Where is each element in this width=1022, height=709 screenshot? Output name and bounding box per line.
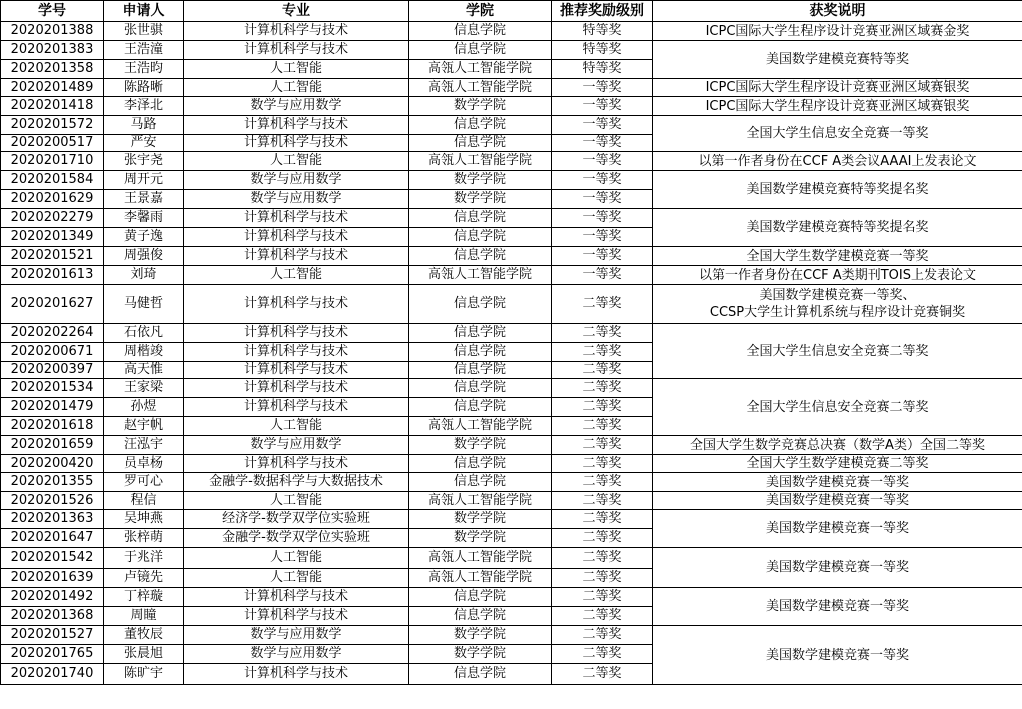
applicant-name-cell: 周强俊 xyxy=(104,247,184,266)
award-description-cell xyxy=(653,152,1022,171)
award-level-cell: 二等奖 xyxy=(552,510,653,529)
college-cell: 数学学院 xyxy=(409,510,552,529)
applicant-name-cell: 罗可心 xyxy=(104,473,184,492)
award-description-cell xyxy=(653,492,1022,510)
award-description-line: 美国数学建模竞赛特等奖提名奖 xyxy=(746,182,929,197)
award-description-line: CCSP大学生计算机系统与程序设计竞赛铜奖 xyxy=(709,305,966,320)
award-level-cell: 一等奖 xyxy=(552,152,653,171)
college-cell: 高瓴人工智能学院 xyxy=(409,492,552,510)
header-row xyxy=(1,1,1022,22)
table-row xyxy=(1,588,1022,607)
college-cell: 信息学院 xyxy=(409,455,552,473)
award-description-line: ICPC国际大学生程序设计竞赛亚洲区域赛银奖 xyxy=(705,80,970,95)
student-id-cell: 2020201479 xyxy=(1,398,104,417)
college-cell: 信息学院 xyxy=(409,398,552,417)
award-description-cell xyxy=(653,285,1022,324)
major-cell: 数学与应用数学 xyxy=(184,190,409,209)
major-cell: 计算机科学与技术 xyxy=(184,135,409,152)
award-level-cell: 二等奖 xyxy=(552,436,653,455)
student-id-cell: 2020200397 xyxy=(1,362,104,379)
major-cell: 计算机科学与技术 xyxy=(184,398,409,417)
major-cell: 计算机科学与技术 xyxy=(184,343,409,362)
award-level-cell: 二等奖 xyxy=(552,548,653,569)
applicant-name-cell: 卢镜先 xyxy=(104,569,184,588)
table-row xyxy=(1,247,1022,266)
major-cell: 计算机科学与技术 xyxy=(184,362,409,379)
major-cell: 人工智能 xyxy=(184,569,409,588)
college-cell: 高瓴人工智能学院 xyxy=(409,266,552,285)
applicant-name-cell: 赵宇帆 xyxy=(104,417,184,436)
award-level-cell: 二等奖 xyxy=(552,417,653,436)
college-cell: 数学学院 xyxy=(409,645,552,664)
award-description-cell xyxy=(653,41,1022,79)
award-description-line: 美国数学建模竞赛一等奖 xyxy=(765,521,909,536)
student-id-cell: 2020201710 xyxy=(1,152,104,171)
applicant-name-cell: 张宇尧 xyxy=(104,152,184,171)
college-cell: 信息学院 xyxy=(409,588,552,607)
college-cell: 信息学院 xyxy=(409,379,552,398)
award-level-cell: 一等奖 xyxy=(552,209,653,228)
table-row xyxy=(1,379,1022,398)
award-level-cell: 一等奖 xyxy=(552,135,653,152)
award-description-cell xyxy=(653,324,1022,379)
table-body xyxy=(1,22,1022,685)
student-id-cell: 2020201647 xyxy=(1,529,104,548)
award-description-line: 美国数学建模竞赛一等奖 xyxy=(765,474,909,490)
applicant-name-cell: 马路 xyxy=(104,116,184,135)
applicant-name-cell: 刘琦 xyxy=(104,266,184,285)
award-description-cell xyxy=(653,379,1022,436)
applicant-name-cell: 孙煜 xyxy=(104,398,184,417)
header-applicant: 申请人 xyxy=(104,1,184,22)
table-row xyxy=(1,473,1022,492)
college-cell: 信息学院 xyxy=(409,285,552,324)
student-id-cell: 2020201765 xyxy=(1,645,104,664)
major-cell: 数学与应用数学 xyxy=(184,171,409,190)
student-id-cell: 2020201492 xyxy=(1,588,104,607)
table-row xyxy=(1,171,1022,190)
award-level-cell: 二等奖 xyxy=(552,607,653,626)
award-level-cell: 二等奖 xyxy=(552,362,653,379)
major-cell: 计算机科学与技术 xyxy=(184,41,409,60)
student-id-cell: 2020201740 xyxy=(1,664,104,685)
award-description-line: ICPC国际大学生程序设计竞赛亚洲区域赛金奖 xyxy=(705,23,970,39)
college-cell: 高瓴人工智能学院 xyxy=(409,569,552,588)
award-description-cell xyxy=(653,626,1022,685)
award-level-cell: 二等奖 xyxy=(552,379,653,398)
award-level-cell: 一等奖 xyxy=(552,97,653,116)
applicant-name-cell: 王家梁 xyxy=(104,379,184,398)
award-description-cell xyxy=(653,97,1022,116)
applicant-name-cell: 李泽北 xyxy=(104,97,184,116)
header-award-level: 推荐奖励级别 xyxy=(552,1,653,22)
major-cell: 计算机科学与技术 xyxy=(184,22,409,41)
table-row xyxy=(1,41,1022,60)
applicant-name-cell: 于兆洋 xyxy=(104,548,184,569)
student-id-cell: 2020201526 xyxy=(1,492,104,510)
major-cell: 计算机科学与技术 xyxy=(184,228,409,247)
applicant-name-cell: 员卓杨 xyxy=(104,455,184,473)
award-level-cell: 二等奖 xyxy=(552,664,653,685)
award-level-cell: 二等奖 xyxy=(552,626,653,645)
student-id-cell: 2020201572 xyxy=(1,116,104,135)
college-cell: 高瓴人工智能学院 xyxy=(409,417,552,436)
table-row xyxy=(1,116,1022,135)
applicant-name-cell: 吴坤燕 xyxy=(104,510,184,529)
college-cell: 数学学院 xyxy=(409,190,552,209)
award-description-line: ICPC国际大学生程序设计竞赛亚洲区域赛银奖 xyxy=(705,98,970,114)
award-description-line: 美国数学建模竞赛一等奖 xyxy=(765,599,909,614)
student-id-cell: 2020201659 xyxy=(1,436,104,455)
award-level-cell: 二等奖 xyxy=(552,343,653,362)
college-cell: 信息学院 xyxy=(409,247,552,266)
award-level-cell: 一等奖 xyxy=(552,171,653,190)
award-description-line: 全国大学生数学竞赛总决赛（数学A类）全国二等奖 xyxy=(690,437,985,453)
major-cell: 人工智能 xyxy=(184,60,409,79)
award-level-cell: 二等奖 xyxy=(552,588,653,607)
major-cell: 计算机科学与技术 xyxy=(184,116,409,135)
applicant-name-cell: 汪泓宇 xyxy=(104,436,184,455)
major-cell: 人工智能 xyxy=(184,417,409,436)
award-description-cell xyxy=(653,116,1022,152)
award-level-cell: 一等奖 xyxy=(552,79,653,97)
award-level-cell: 二等奖 xyxy=(552,492,653,510)
award-level-cell: 一等奖 xyxy=(552,228,653,247)
award-level-cell: 一等奖 xyxy=(552,266,653,285)
applicant-name-cell: 陈路晰 xyxy=(104,79,184,97)
student-id-cell: 2020201383 xyxy=(1,41,104,60)
applicant-name-cell: 陈旷宇 xyxy=(104,664,184,685)
student-id-cell: 2020200671 xyxy=(1,343,104,362)
award-description-line: 以第一作者身份在CCF A类会议AAAI上发表论文 xyxy=(698,153,977,169)
major-cell: 数学与应用数学 xyxy=(184,436,409,455)
student-id-cell: 2020201527 xyxy=(1,626,104,645)
major-cell: 数学与应用数学 xyxy=(184,626,409,645)
student-id-cell: 2020201534 xyxy=(1,379,104,398)
award-level-cell: 一等奖 xyxy=(552,190,653,209)
header-college: 学院 xyxy=(409,1,552,22)
college-cell: 高瓴人工智能学院 xyxy=(409,79,552,97)
student-id-cell: 2020201613 xyxy=(1,266,104,285)
table-row xyxy=(1,436,1022,455)
award-level-cell: 二等奖 xyxy=(552,645,653,664)
award-description-cell xyxy=(653,266,1022,285)
award-description-line: 全国大学生信息安全竞赛二等奖 xyxy=(746,399,929,415)
major-cell: 计算机科学与技术 xyxy=(184,324,409,343)
student-id-cell: 2020201363 xyxy=(1,510,104,529)
award-level-cell: 特等奖 xyxy=(552,41,653,60)
student-id-cell: 2020201584 xyxy=(1,171,104,190)
award-level-cell: 二等奖 xyxy=(552,285,653,324)
applicant-name-cell: 张梓萌 xyxy=(104,529,184,548)
award-description-line: 美国数学建模竞赛特等奖提名奖 xyxy=(746,220,929,235)
applicant-name-cell: 张晨旭 xyxy=(104,645,184,664)
award-description-cell xyxy=(653,171,1022,209)
student-id-cell: 2020201627 xyxy=(1,285,104,324)
award-level-cell: 二等奖 xyxy=(552,569,653,588)
major-cell: 计算机科学与技术 xyxy=(184,588,409,607)
applicant-name-cell: 程信 xyxy=(104,492,184,510)
applicant-name-cell: 王浩潼 xyxy=(104,41,184,60)
applicant-name-cell: 黄子逸 xyxy=(104,228,184,247)
award-description-cell xyxy=(653,22,1022,41)
major-cell: 人工智能 xyxy=(184,79,409,97)
college-cell: 信息学院 xyxy=(409,22,552,41)
student-id-cell: 2020201639 xyxy=(1,569,104,588)
student-id-cell: 2020201368 xyxy=(1,607,104,626)
award-description-cell xyxy=(653,79,1022,97)
student-id-cell: 2020202279 xyxy=(1,209,104,228)
college-cell: 信息学院 xyxy=(409,209,552,228)
table-row xyxy=(1,97,1022,116)
major-cell: 数学与应用数学 xyxy=(184,97,409,116)
college-cell: 信息学院 xyxy=(409,607,552,626)
major-cell: 人工智能 xyxy=(184,548,409,569)
award-description-line: 全国大学生信息安全竞赛一等奖 xyxy=(746,126,929,141)
award-description-line: 全国大学生数学建模竞赛一等奖 xyxy=(746,248,929,264)
award-level-cell: 特等奖 xyxy=(552,22,653,41)
major-cell: 人工智能 xyxy=(184,266,409,285)
student-id-cell: 2020200420 xyxy=(1,455,104,473)
major-cell: 金融学-数学双学位实验班 xyxy=(184,529,409,548)
award-description-line: 美国数学建模竞赛一等奖 xyxy=(765,493,909,508)
table-row xyxy=(1,79,1022,97)
applicant-name-cell: 周开元 xyxy=(104,171,184,190)
award-description-line: 美国数学建模竞赛一等奖 xyxy=(765,647,909,663)
college-cell: 信息学院 xyxy=(409,343,552,362)
student-id-cell: 2020201358 xyxy=(1,60,104,79)
applicant-name-cell: 王浩昀 xyxy=(104,60,184,79)
college-cell: 数学学院 xyxy=(409,171,552,190)
major-cell: 人工智能 xyxy=(184,152,409,171)
major-cell: 金融学-数据科学与大数据技术 xyxy=(184,473,409,492)
major-cell: 计算机科学与技术 xyxy=(184,379,409,398)
college-cell: 信息学院 xyxy=(409,362,552,379)
college-cell: 信息学院 xyxy=(409,41,552,60)
major-cell: 计算机科学与技术 xyxy=(184,455,409,473)
applicant-name-cell: 丁梓璇 xyxy=(104,588,184,607)
college-cell: 信息学院 xyxy=(409,228,552,247)
applicant-name-cell: 周瞳 xyxy=(104,607,184,626)
college-cell: 高瓴人工智能学院 xyxy=(409,152,552,171)
applicant-name-cell: 严安 xyxy=(104,135,184,152)
college-cell: 数学学院 xyxy=(409,529,552,548)
major-cell: 计算机科学与技术 xyxy=(184,607,409,626)
applicant-name-cell: 张世骐 xyxy=(104,22,184,41)
award-level-cell: 二等奖 xyxy=(552,324,653,343)
header-major: 专业 xyxy=(184,1,409,22)
award-level-cell: 一等奖 xyxy=(552,116,653,135)
table-row xyxy=(1,455,1022,473)
student-id-cell: 2020201418 xyxy=(1,97,104,116)
applicant-name-cell: 李馨雨 xyxy=(104,209,184,228)
major-cell: 计算机科学与技术 xyxy=(184,247,409,266)
college-cell: 信息学院 xyxy=(409,135,552,152)
student-id-cell: 2020201388 xyxy=(1,22,104,41)
student-id-cell: 2020202264 xyxy=(1,324,104,343)
award-description-line: 以第一作者身份在CCF A类期刊TOIS上发表论文 xyxy=(699,267,976,283)
college-cell: 数学学院 xyxy=(409,626,552,645)
award-description-cell xyxy=(653,548,1022,588)
award-level-cell: 特等奖 xyxy=(552,60,653,79)
award-description-cell xyxy=(653,455,1022,473)
college-cell: 信息学院 xyxy=(409,473,552,492)
award-description-cell xyxy=(653,209,1022,247)
table-row xyxy=(1,152,1022,171)
award-level-cell: 一等奖 xyxy=(552,247,653,266)
table-row xyxy=(1,626,1022,645)
award-level-cell: 二等奖 xyxy=(552,398,653,417)
award-description-cell xyxy=(653,473,1022,492)
award-description-cell xyxy=(653,247,1022,266)
award-level-cell: 二等奖 xyxy=(552,473,653,492)
student-id-cell: 2020201542 xyxy=(1,548,104,569)
major-cell: 计算机科学与技术 xyxy=(184,664,409,685)
applicant-name-cell: 王景嘉 xyxy=(104,190,184,209)
applicant-name-cell: 高天惟 xyxy=(104,362,184,379)
student-id-cell: 2020201618 xyxy=(1,417,104,436)
student-id-cell: 2020201349 xyxy=(1,228,104,247)
college-cell: 高瓴人工智能学院 xyxy=(409,60,552,79)
table-row xyxy=(1,209,1022,228)
student-id-cell: 2020201629 xyxy=(1,190,104,209)
award-description-line: 美国数学建模竞赛一等奖 xyxy=(765,560,909,575)
table-row xyxy=(1,22,1022,41)
table-row xyxy=(1,324,1022,343)
major-cell: 经济学-数学双学位实验班 xyxy=(184,510,409,529)
student-id-cell: 2020201521 xyxy=(1,247,104,266)
student-id-cell: 2020200517 xyxy=(1,135,104,152)
college-cell: 信息学院 xyxy=(409,324,552,343)
award-description-line: 美国数学建模竞赛特等奖 xyxy=(765,52,909,67)
award-description-line: 全国大学生信息安全竞赛二等奖 xyxy=(746,343,929,359)
college-cell: 信息学院 xyxy=(409,116,552,135)
award-description-cell xyxy=(653,510,1022,548)
award-level-cell: 二等奖 xyxy=(552,529,653,548)
award-description-cell xyxy=(653,436,1022,455)
student-id-cell: 2020201489 xyxy=(1,79,104,97)
header-student-id: 学号 xyxy=(1,1,104,22)
major-cell: 计算机科学与技术 xyxy=(184,209,409,228)
applicant-name-cell: 周楷竣 xyxy=(104,343,184,362)
table-row xyxy=(1,510,1022,529)
award-description-line: 全国大学生数学建模竞赛二等奖 xyxy=(746,456,929,471)
major-cell: 数学与应用数学 xyxy=(184,645,409,664)
college-cell: 高瓴人工智能学院 xyxy=(409,548,552,569)
college-cell: 信息学院 xyxy=(409,664,552,685)
major-cell: 计算机科学与技术 xyxy=(184,285,409,324)
table-row xyxy=(1,492,1022,510)
applicant-name-cell: 马健哲 xyxy=(104,285,184,324)
award-description-cell xyxy=(653,588,1022,626)
table-row xyxy=(1,285,1022,324)
table-row xyxy=(1,548,1022,569)
applicant-name-cell: 董牧辰 xyxy=(104,626,184,645)
table-row xyxy=(1,266,1022,285)
student-id-cell: 2020201355 xyxy=(1,473,104,492)
award-description-line: 美国数学建模竞赛一等奖、 xyxy=(759,288,916,303)
header-award-description: 获奖说明 xyxy=(653,1,1022,22)
applicant-name-cell: 石依凡 xyxy=(104,324,184,343)
award-level-cell: 二等奖 xyxy=(552,455,653,473)
college-cell: 数学学院 xyxy=(409,436,552,455)
college-cell: 数学学院 xyxy=(409,97,552,116)
major-cell: 人工智能 xyxy=(184,492,409,510)
